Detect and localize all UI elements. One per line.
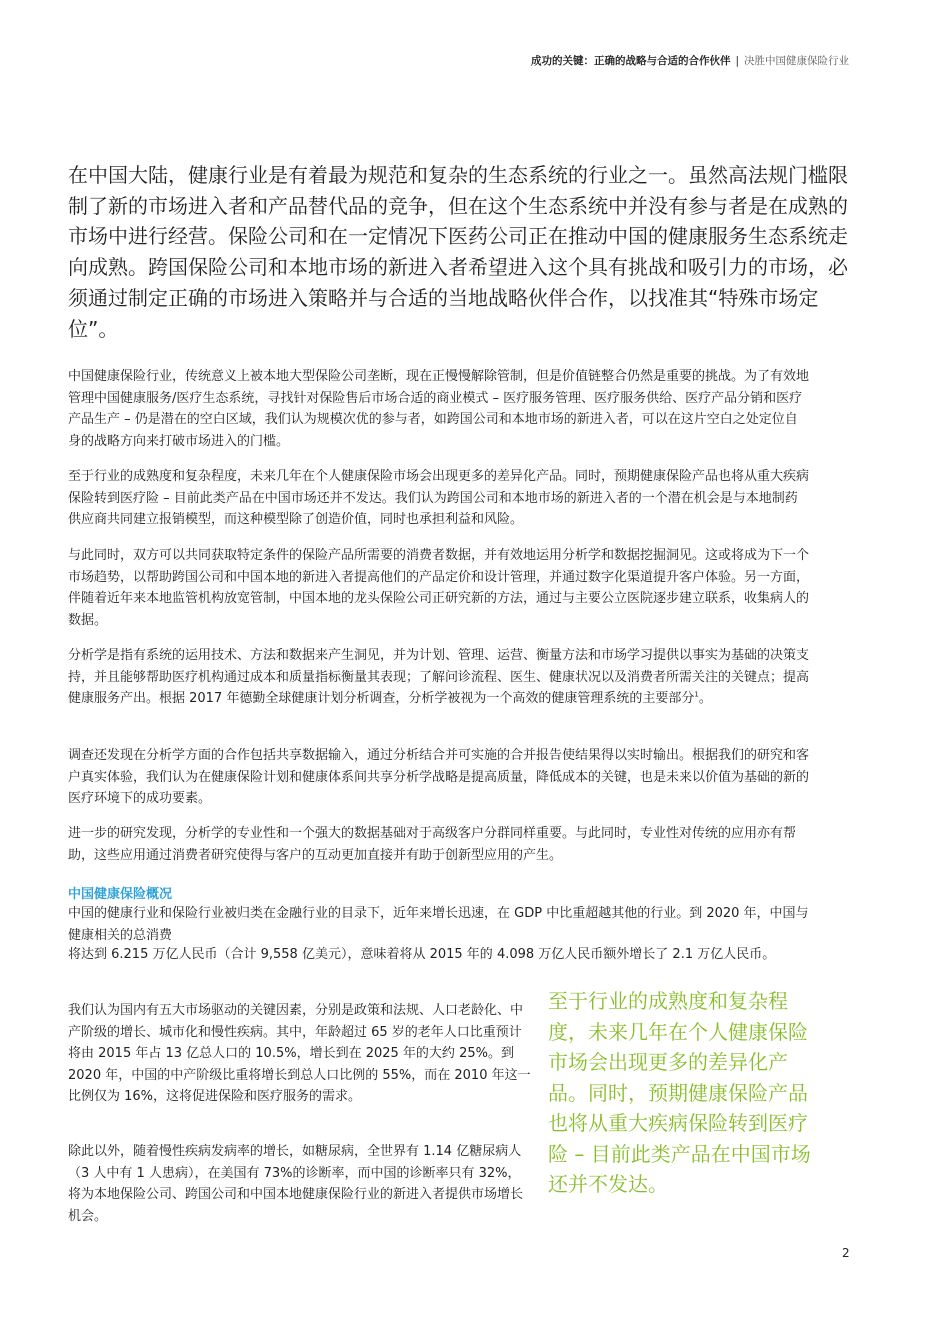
body-paragraph-3: 与此同时，双方可以共同获取特定条件的保险产品所需要的消费者数据，并有效地运用分析学和数据挖掘洞见。这或将成为下一个市场趋势，以帮助跨国公司和中国本地的新进入者提高他们的产品定价和设计管理，并通过数字化渠道提升客户体验。另一方面，伴随着近年来本地监管机构放宽管制，中国本地的龙头保险公司正研究新的方法，通过与主要公立医院逐步建立联系，收集病人的数据。 (68, 548, 810, 628)
body-paragraph-1: 中国健康保险行业，传统意义上被本地大型保险公司垄断，现在正慢慢解除管制，但是价值链整合仍然是重要的挑战。为了有效地管理中国健康服务/医疗生态系统，寻找针对保险售后市场合适的商业模式 – 医疗服务管理、医疗服务供给、医疗产品分销和医疗产品生产 – 仍是潜在的空白区域，我们认为规模次优的参与者，如跨国公司和本地市场的新进入者，可以在这片空白之处定位自身的战略方向来打破市场进入的门槛。 (68, 369, 810, 449)
header-title: 成功的关键：正确的战略与合适的合作伙伴 (530, 55, 731, 67)
body-paragraph-4-text: 分析学是指有系统的运用技术、方法和数据来产生洞见，并为计划、管理、运营、衡量方法和市场学习提供以事实为基础的决策支持，并且能够帮助医疗机构通过成本和质量指标衡量其表现；了解问诊流程、医生、健康状况以及消费者所需关注的关键点；提高健康服务产出。根据 2017 年德勤全球健康计划分析调查，分析学被视为一个高效的健康管理系统的主要部分 (68, 648, 810, 706)
body-paragraph-4 (68, 645, 810, 710)
header-subtitle: 决胜中国健康保险行业 (744, 55, 849, 67)
page-number: 2 (842, 1246, 850, 1260)
overview-intro-line-1: 中国的健康行业和保险行业被归类在金融行业的目录下，近年来增长迅速，在 GDP 中比重超越其他的行业。到 2020 年，中国与健康相关的总消费 (68, 906, 809, 943)
pull-quote: 至于行业的成熟度和复杂程度，未来几年在个人健康保险市场会出现更多的差异化产品。同时，预期健康保险产品也将从重大疾病保险转到医疗险 – 目前此类产品在中国市场还并不发达。 (548, 989, 811, 1196)
body-paragraph-5: 调查还发现在分析学方面的合作包括共享数据输入，通过分析结合并可实施的合并报告使结果得以实时输出。根据我们的研究和客户真实体验，我们认为在健康保险计划和健康体系间共享分析学战略是提高质量，降低成本的关键，也是未来以价值为基础的新的医疗环境下的成功要素。 (68, 748, 810, 806)
running-header (531, 53, 849, 68)
lead-paragraph: 在中国大陆，健康行业是有着最为规范和复杂的生态系统的行业之一。虽然高法规门槛限制了新的市场进入者和产品替代品的竞争，但在这个生态系统中并没有参与者是在成熟的市场中进行经营。保险公司和在一定情况下医药公司正在推动中国的健康服务生态系统走向成熟。跨国保险公司和本地市场的新进入者希望进入这个具有挑战和吸引力的市场，必须通过制定正确的市场进入策略并与合适的当地战略伙伴合作，以找准其“特殊市场定位”。 (68, 163, 848, 341)
body-paragraph-4-end: 。 (698, 691, 712, 706)
section-title-overview: 中国健康保险概况 (68, 887, 173, 902)
body-paragraph-6: 进一步的研究发现，分析学的专业性和一个强大的数据基础对于高级客户分群同样重要。与此同时，专业性对传统的应用亦有帮助，这些应用通过消费者研究使得与客户的互动更加直接并有助于创新型应用的产生。 (68, 826, 797, 863)
footnote-marker: 1 (694, 690, 699, 699)
body-paragraph-2: 至于行业的成熟度和复杂程度，未来几年在个人健康保险市场会出现更多的差异化产品。同时，预期健康保险产品也将从重大疾病保险转到医疗险 – 目前此类产品在中国市场还并不发达。我们认为跨国公司和本地市场的新进入者的一个潜在机会是与本地制药供应商共同建立报销模型，而这种模型除了创造价值，同时也承担利益和风险。 (68, 469, 810, 527)
overview-drivers-paragraph: 我们认为国内有五大市场驱动的关键因素，分别是政策和法规、人口老龄化、中产阶级的增长、城市化和慢性疾病。其中，年龄超过 65 岁的老年人口比重预计将由 2015 年占 13 亿总人口的 10.5%，增长到在 2025 年的大约 25%。到 2020 年，中国的中产阶级比重将增长到总人口比例的 55%，而在 2010 年这一比例仅为 16%，这将促进保险和医疗服务的需求。 (68, 1003, 531, 1104)
header-separator: | (735, 55, 739, 67)
overview-intro-line-2: 将达到 6.215 万亿人民币（合计 9,558 亿美元），意味着将从 2015 年的 4.098 万亿人民币额外增长了 2.1 万亿人民币。 (68, 947, 776, 962)
overview-chronic-paragraph: 除此以外，随着慢性疾病发病率的增长，如糖尿病，全世界有 1.14 亿糖尿病人（3 人中有 1 人患病），在美国有 73%的诊断率，而中国的诊断率只有 32%，将为本地保险公司、跨国公司和中国本地健康保险行业的新进入者提供市场增长机会。 (68, 1144, 524, 1224)
